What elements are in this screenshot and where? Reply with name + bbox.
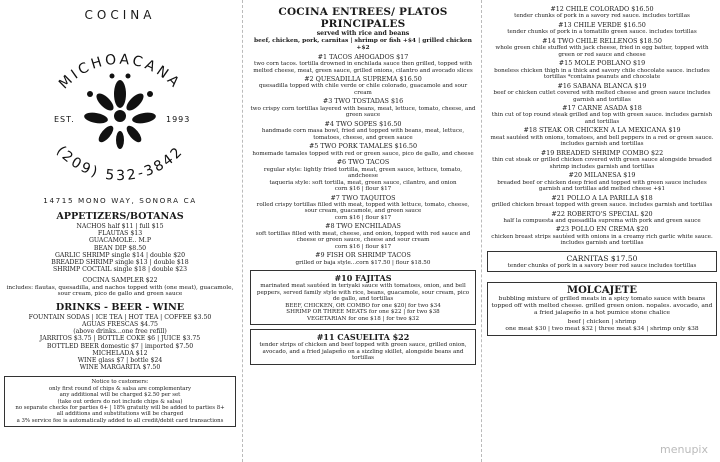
sampler-desc: includes: flautas, quesadilla, and nachos topped with (one meat), guacamole, sour cream, pico de gallo and green sauce bbox=[6, 284, 234, 298]
left-column bbox=[0, 0, 242, 462]
menu-item-title: #15 MOLE POBLANO $19 bbox=[558, 59, 646, 68]
watermark: menupix bbox=[660, 443, 708, 456]
molcajete-desc: bubbling mixture of grilled meats in a spicy tomato sauce with beans topped off with melted cheese. grilled green onion. nopales. avocado, and a fried jalapeño in a hot pumice stone chalice bbox=[491, 296, 713, 317]
menu-item bbox=[487, 211, 717, 225]
menu-item bbox=[487, 105, 717, 125]
menu-item-desc: boneless chicken thigh in a thick and savory chile chocolate sauce. includes tortillas *contains peanuts and chocolate bbox=[494, 67, 710, 81]
notice-line: no separate checks for parties 6+ | 18% gratuity will be added to parties 8+ bbox=[15, 405, 225, 412]
middle-column bbox=[244, 0, 480, 462]
fajitas-box bbox=[250, 270, 476, 325]
logo bbox=[20, 24, 220, 194]
list-item: GUACAMOLE.. M.P bbox=[88, 237, 152, 245]
appetizers-list bbox=[4, 223, 236, 298]
fajitas-option: BEEF, CHICKEN, OR COMBO for one $20| for two $34 bbox=[285, 302, 441, 309]
menu-item bbox=[487, 150, 717, 170]
menu-item-desc: tender chunks of pork in a tomatillo green sauce. includes tortillas bbox=[507, 29, 697, 36]
menu-item bbox=[250, 54, 476, 74]
casuelita-box bbox=[250, 329, 476, 365]
menu-item bbox=[250, 76, 476, 96]
molcajete-title: MOLCAJETE bbox=[567, 285, 637, 297]
brand-phone: (209) 532-3842 bbox=[52, 143, 188, 185]
menu-item-desc: thin cut of top round steak grilled and top with green sauce. includes garnish and tortillas bbox=[491, 112, 713, 125]
notice-line: any additional will be charged $2.50 per set bbox=[59, 392, 181, 399]
fajitas-title: #10 FAJITAS bbox=[334, 273, 392, 284]
menu-item-title: #19 BREADED SHRIMP COMBO $22 bbox=[540, 148, 664, 157]
list-item: GARLIC SHRIMP single $14 | double $20 bbox=[54, 251, 186, 259]
logo-emblem-icon bbox=[20, 24, 220, 194]
right-column bbox=[483, 0, 720, 462]
menu-item bbox=[487, 226, 717, 246]
menu-item-desc: thin cut steak or grilled chicken covered with green sauce alongside breaded shrimp includes garnish and tortillas bbox=[492, 157, 712, 170]
menu-item-title: #4 TWO SOPES $16.50 bbox=[324, 119, 402, 128]
fajitas-option: SHRIMP OR THREE MEATS for one $22 | for two $38 bbox=[286, 309, 440, 316]
entrees-meat-choice: beef, chicken, pork, carnitas | shrimp or fish +$4 | grilled chicken +$2 bbox=[254, 37, 472, 52]
list-item: MICHELADA $12 bbox=[92, 349, 148, 357]
entrees-list bbox=[250, 54, 476, 267]
drinks-heading: DRINKS - BEER - WINE bbox=[55, 301, 185, 313]
notice-line: Notice to customers: bbox=[91, 379, 149, 386]
menu-item bbox=[250, 195, 476, 222]
casuelita-title: #11 CASUELITA $22 bbox=[316, 332, 410, 343]
menu-item bbox=[487, 83, 717, 103]
menu-item-desc: two corn tacos. tortilla drowned in enchilada sauce then grilled, topped with melted cheese, meat, green sauce, grilled onions, cilantro and avocado slices bbox=[253, 61, 473, 74]
menu-item-title: #5 TWO PORK TAMALES $16.50 bbox=[308, 142, 418, 151]
list-item: SHRIMP COCTAIL single $18 | double $23 bbox=[52, 266, 188, 274]
list-item: BEAN DIP $8.50 bbox=[93, 244, 147, 252]
menu-item-title: #20 MILANESA $19 bbox=[568, 171, 636, 180]
list-item: BOTTLED BEER domestic $7 | imported $7.50 bbox=[46, 342, 194, 350]
menu-item-desc: handmade corn masa bowl, fried and topped with beans, meat, lettuce, tomatoes, cheese, and green sauce bbox=[261, 128, 465, 141]
floral-ornament-icon bbox=[83, 74, 156, 150]
sampler-title: COCINA SAMPLER $22 bbox=[82, 277, 158, 285]
est-year: 1993 bbox=[166, 115, 191, 124]
menu-item-title: #7 TWO TAQUITOS bbox=[330, 193, 396, 202]
brand-arc-text: MICHOACANA bbox=[56, 51, 185, 93]
entrees-heading: COCINA ENTREES/ PLATOS PRINCIPALES bbox=[278, 6, 448, 30]
customer-notice bbox=[4, 376, 236, 427]
list-item: AGUAS FRESCAS $4.75 bbox=[82, 321, 158, 329]
svg-text:(209) 532-3842 bbox=[53, 143, 187, 184]
menu-item-title: #12 CHILE COLORADO $16.50 bbox=[550, 5, 654, 13]
carnitas-desc: tender chunks of pork in a savory beer red sauce includes tortillas bbox=[507, 262, 697, 269]
carnitas-box bbox=[487, 251, 717, 273]
menu-item-title: #16 SABANA BLANCA $19 bbox=[557, 81, 647, 90]
menu-item-title: #22 ROBERTO'S SPECIAL $20 bbox=[551, 209, 653, 218]
list-item: JARRITOS $3.75 | BOTTLE COKE $6 | JUICE $3.75 bbox=[39, 335, 201, 343]
list-item: (above drinks...one free refill) bbox=[73, 328, 167, 336]
menu-item-desc: chicken breast strips sautéed with onions in a creamy rich garlic white sauce. includes garnish and tortillas bbox=[491, 233, 713, 247]
molcajete-box bbox=[487, 282, 717, 336]
menu-item-desc: grilled chicken breast topped with green sauce. includes garnish and tortillas bbox=[491, 202, 713, 209]
menu-item-desc: soft tortillas filled with meat, cheese, and onion, topped with red sauce and cheese or green sauce, cheese and sour cream corn $16 | flour $17 bbox=[255, 230, 471, 250]
menu-item-title: #2 QUESADILLA SUPREMA $16.50 bbox=[304, 75, 422, 84]
menu-item-desc: two crispy corn tortillas layered with beans, meat, lettuce, tomato, cheese, and green sauce bbox=[250, 105, 476, 119]
menu-item-title: #9 FISH OR SHRIMP TACOS bbox=[315, 251, 411, 260]
carnitas-title: CARNITAS $17.50 bbox=[566, 253, 638, 263]
est-label: EST. bbox=[54, 115, 75, 124]
menu-item-desc: meat sautéed with onions, tomatoes, and bell peppers in a red or green sauce. includes garnish and tortillas bbox=[490, 134, 714, 148]
list-item: WINE glass $7 | bottle $24 bbox=[77, 357, 163, 365]
menu-item-title: #18 STEAK OR CHICKEN A LA MEXICANA $19 bbox=[523, 126, 681, 135]
column-divider bbox=[242, 0, 243, 462]
list-item: BREADED SHRIMP single $13 | double $18 bbox=[51, 259, 189, 267]
list-item: FOUNTAIN SODAS | ICE TEA | HOT TEA | COFFEE $3.50 bbox=[28, 313, 212, 321]
notice-line: a 3% service fee is automatically added to all credit/debit card transactions bbox=[16, 417, 224, 424]
menu-item bbox=[250, 252, 476, 266]
column-divider bbox=[481, 0, 482, 462]
menu-item-title: #17 CARNE ASADA $18 bbox=[562, 104, 642, 113]
menu-item-desc: beef or chicken cutlet covered with melted cheese and green sauce includes garnish and tortillas bbox=[493, 90, 711, 103]
molcajete-prices: one meat $30 | two meat $32 | three meat $34 | shrimp only $38 bbox=[505, 326, 699, 333]
menu-item-title: #13 CHILE VERDE $16.50 bbox=[558, 20, 646, 29]
menu-item-title: #23 POLLO EN CREMA $20 bbox=[555, 225, 649, 234]
menu-item-title: #14 TWO CHILE RELLENOS $18.50 bbox=[542, 36, 662, 45]
menu-item bbox=[487, 127, 717, 147]
menu-item-title: #6 TWO TACOS bbox=[336, 158, 390, 167]
menu-item bbox=[487, 38, 717, 58]
menu-item-desc: whole green chile stuffed with jack cheese, fried in egg batter, topped with green or red sauce and cheese bbox=[495, 45, 709, 58]
menu-item bbox=[250, 143, 476, 157]
appetizers-heading: APPETIZERS/BOTANAS bbox=[56, 211, 184, 222]
fajitas-desc: marinated meat sautéed in teriyaki sauce with tomatoes, onion, and bell peppers, served family style with rice, beans, guacamole, sour cream, pico de gallo, and tortillas bbox=[256, 283, 470, 303]
notice-line: all additions and substitutions will be charged bbox=[56, 411, 184, 418]
menu-item-desc: grilled or baja style...corn $17.50 | flour $18.50 bbox=[295, 259, 431, 266]
entrees-subtitle: served with rice and beans bbox=[316, 30, 410, 37]
menu-item bbox=[487, 60, 717, 80]
menu-item bbox=[250, 98, 476, 118]
list-item: FLAUTAS $13 bbox=[97, 230, 143, 238]
menu-item-desc: breaded beef or chicken deep fried and topped with green sauce includes garnish and tortillas add melted cheese +$1 bbox=[497, 179, 707, 193]
menu-item bbox=[487, 22, 717, 36]
menu-item-title: #1 TACOS AHOGADOS $17 bbox=[317, 52, 409, 61]
list-item: WINE MARGARITA $7.50 bbox=[79, 364, 161, 372]
notice-line: (take out orders do not include chips & salsa) bbox=[57, 398, 183, 405]
menu-item-desc: homemade tamales topped with red or green sauce, pico de gallo, and cheese bbox=[252, 150, 474, 157]
fajitas-option: VEGETARIAN for one $18 | for two $32 bbox=[306, 315, 420, 322]
menu-item-title: #3 TWO TOSTADAS $16 bbox=[322, 97, 404, 106]
menu-item bbox=[487, 195, 717, 209]
menu-item-title: #8 TWO ENCHILADAS bbox=[325, 222, 401, 231]
menu-item-desc: quesadilla topped with chile verde or chile colorado, guacamole and sour cream bbox=[258, 83, 468, 96]
casuelita-desc: tender strips of chicken and beef topped with green sauce, grilled onion, avocado, and a fried jalapeño on a sizzling skillet, alongside beans and tortillas bbox=[259, 342, 467, 362]
address: 14715 MONO WAY, SONORA CA bbox=[43, 196, 197, 205]
specials-list bbox=[487, 6, 717, 247]
menu-item bbox=[250, 121, 476, 141]
menu-item-desc: tender chunks of pork in a savory red sauce. includes tortillas bbox=[514, 13, 690, 20]
molcajete-meats: beef | chicken | shrimp bbox=[567, 319, 637, 326]
drinks-list bbox=[4, 314, 236, 372]
menu-item-desc: half la compuesta and quesadilla suprema with pork and green sauce bbox=[503, 217, 701, 224]
menu-item-desc: rolled crispy tortillas filled with meat, topped with lettuce, tomato, cheese, sour cream, guacamole, and green sauce corn $16 | flour $17 bbox=[256, 201, 470, 221]
menu-item bbox=[250, 223, 476, 250]
menu-item-title: #21 POLLO A LA PARILLA $18 bbox=[551, 193, 653, 202]
menu-item bbox=[487, 6, 717, 20]
list-item: NACHOS half $11 | full $15 bbox=[76, 223, 164, 230]
notice-line: only first round of chips & salsa are complementary bbox=[48, 385, 192, 392]
menu-item bbox=[250, 159, 476, 192]
menu-item-desc: regular style: lightly fried tortilla, meat, green sauce, lettuce, tomato, andcheese taqueria style: soft tortilla, meat, green sauce, cilantro, and onion corn $16 | flour $17 bbox=[263, 166, 463, 193]
brand-name: COCINA bbox=[84, 8, 156, 22]
menu-item bbox=[487, 172, 717, 192]
